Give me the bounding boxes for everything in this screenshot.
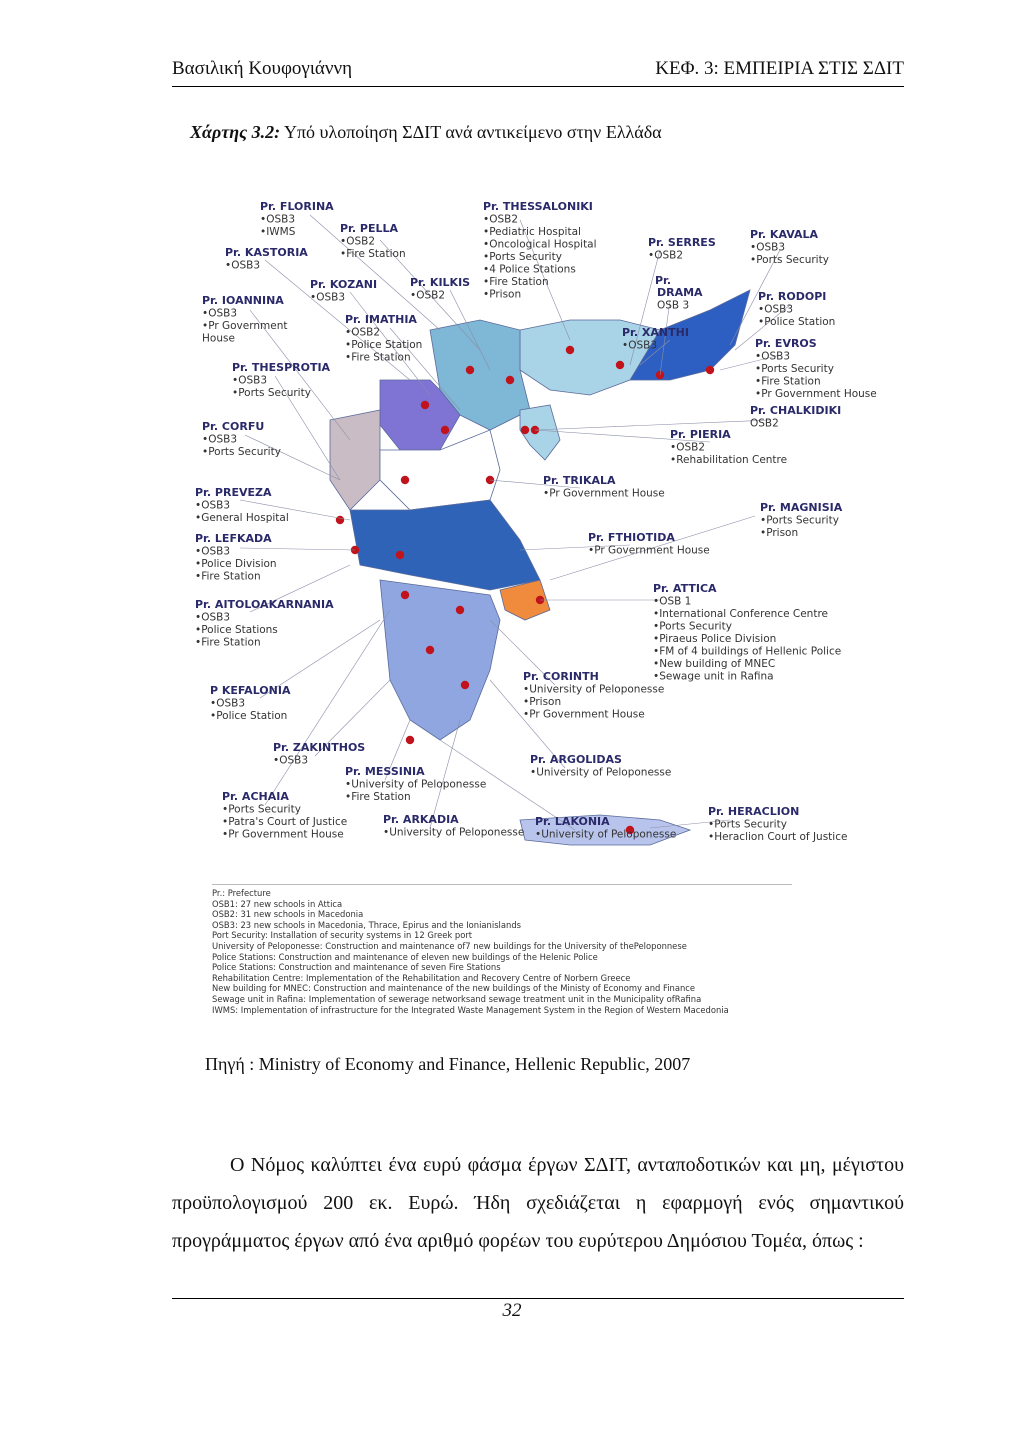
prefecture-name: Pr. MAGNISIA <box>760 501 843 514</box>
prefecture-name: Pr. SERRES <box>648 236 716 249</box>
prefecture-project: •Piraeus Police Division <box>653 633 777 645</box>
prefecture-project: •Police Stations <box>195 624 278 636</box>
legend-entry: Rehabilitation Centre: Implementation of the Rehabilitation and Recovery Centre of Norbern Greece <box>212 972 631 983</box>
prefecture-label <box>758 290 835 328</box>
map-marker <box>401 591 409 599</box>
prefecture-label <box>202 420 281 458</box>
prefecture-project: OSB 3 <box>657 299 690 312</box>
prefecture-name: Pr. MESSINIA <box>345 765 425 778</box>
caption-text: Υπό υλοποίηση ΣΔΙΤ ανά αντικείμενο στην Ελλάδα <box>283 122 662 142</box>
prefecture-name: Pr. LAKONIA <box>535 815 610 828</box>
prefecture-name: Pr. CORFU <box>202 420 265 433</box>
prefecture-project: •OSB3 <box>622 339 658 352</box>
prefecture-label <box>310 278 377 304</box>
map-legend <box>212 888 792 1015</box>
prefecture-project: •OSB3 <box>210 697 246 710</box>
prefecture-name: Pr. THESPROTIA <box>232 361 331 374</box>
prefecture-name: DRAMA <box>657 286 703 299</box>
prefecture-project: •OSB3 <box>195 545 231 558</box>
map-marker <box>441 426 449 434</box>
prefecture-project: •Prison <box>483 288 522 301</box>
prefecture-name: Pr. RODOPI <box>758 290 827 303</box>
legend-entry: OSB3: 23 new schools in Macedonia, Thrace, Epirus and the Ionianislands <box>212 919 521 930</box>
prefecture-project: •Ports Security <box>232 387 311 399</box>
map-marker <box>426 646 434 654</box>
legend-entry: University of Peloponesse: Construction and maintenance of7 new buildings for the University of thePeloponnese <box>212 940 687 951</box>
prefecture-project: •University of Peloponesse <box>383 826 525 839</box>
prefecture-project: •Patra's Court of Justice <box>222 816 348 828</box>
prefecture-name: Pr. KOZANI <box>310 278 378 291</box>
prefecture-project: •Fire Station <box>345 791 411 803</box>
prefecture-name: Pr. <box>655 274 672 287</box>
prefecture-project: •Oncological Hospital <box>483 238 597 251</box>
prefecture-project: •Ports Security <box>202 446 281 458</box>
prefecture-project: •Police Station <box>210 710 288 722</box>
prefecture-project: •OSB2 <box>345 326 381 339</box>
prefecture-name: Pr. KILKIS <box>410 276 471 289</box>
map-marker <box>566 346 574 354</box>
prefecture-name: Pr. TRIKALA <box>543 474 616 487</box>
prefecture-label <box>523 670 664 721</box>
prefecture-project: •Pr Government House <box>222 828 344 841</box>
prefecture-project: •Sewage unit in Rafina <box>653 670 774 683</box>
prefecture-label <box>657 286 703 312</box>
prefecture-project: •International Conference Centre <box>653 608 828 620</box>
legend-entry: Sewage unit in Rafina: Implementation of sewerage networksand sewage treatment unit in the Municipality ofRafina <box>212 993 702 1004</box>
prefecture-project: •OSB3 <box>310 291 346 304</box>
map-marker <box>466 366 474 374</box>
prefecture-label <box>588 531 710 557</box>
prefecture-project: •Pediatric Hospital <box>483 226 581 238</box>
region-peloponnese <box>380 580 500 740</box>
prefecture-name: Pr. ATTICA <box>653 582 717 595</box>
region-sterea <box>350 500 540 590</box>
source-line: Πηγή : Ministry of Economy and Finance, Hellenic Republic, 2007 <box>205 1054 691 1074</box>
prefecture-project: •Police Station <box>758 316 836 328</box>
prefecture-label <box>232 361 331 399</box>
page-header <box>172 58 904 87</box>
prefecture-project: •IWMS <box>260 226 296 238</box>
legend-entry: OSB1: 27 new schools in Attica <box>212 898 343 909</box>
map-labels <box>195 200 877 843</box>
map-marker <box>506 376 514 384</box>
prefecture-project: •Prison <box>760 527 799 539</box>
prefecture-name: Pr. LEFKADA <box>195 532 272 545</box>
prefecture-project: •Ports Security <box>222 803 301 816</box>
footer-divider <box>172 1298 904 1299</box>
legend-entry: Police Stations: Construction and maintenance of eleven new buildings of the Helenic Police <box>212 951 598 962</box>
prefecture-name: Pr. IMATHIA <box>345 313 417 326</box>
prefecture-project: •Ports Security <box>653 620 732 633</box>
prefecture-project: •Police Station <box>345 339 423 351</box>
prefecture-name: Pr. FLORINA <box>260 200 334 213</box>
legend-entry: New building for MNEC: Construction and maintenance of the new buildings of the Ministy of Economy and Finance <box>212 983 696 994</box>
prefecture-project: •OSB2 <box>648 249 684 262</box>
prefecture-project: •FM of 4 buildings of Hellenic Police <box>653 645 842 658</box>
prefecture-project: •University of Peloponesse <box>530 766 672 779</box>
prefecture-name: Pr. HERACLION <box>708 805 800 818</box>
map-marker <box>396 551 404 559</box>
legend-entry: Police Stations: Construction and maintenance of seven Fire Stations <box>212 962 501 973</box>
prefecture-project: •Ports Security <box>750 254 829 266</box>
prefecture-project: •University of Peloponesse <box>345 778 487 791</box>
prefecture-project: •New building of MNEC <box>653 658 776 670</box>
prefecture-project: •Ports Security <box>708 818 787 831</box>
prefecture-project: •OSB3 <box>260 213 296 226</box>
prefecture-project: •OSB3 <box>195 499 231 512</box>
map-marker <box>461 681 469 689</box>
prefecture-project: •Ports Security <box>760 514 839 527</box>
prefecture-project: •Fire Station <box>195 570 261 583</box>
prefecture-project: •OSB2 <box>340 235 376 248</box>
prefecture-label <box>670 428 787 466</box>
legend-entry: IWMS: Implementation of infrastructure for the Integrated Waste Management System in the Region of Western Macedonia <box>212 1004 729 1015</box>
prefecture-project: •OSB3 <box>202 433 238 446</box>
prefecture-project: •OSB2 <box>483 213 519 226</box>
prefecture-name: P KEFALONIA <box>210 684 291 697</box>
map-marker <box>406 736 414 744</box>
prefecture-name: Pr. FTHIOTIDA <box>588 531 675 544</box>
prefecture-label <box>225 246 308 272</box>
prefecture-project: OSB2 <box>750 417 779 430</box>
prefecture-label <box>483 200 597 301</box>
map-marker <box>616 361 624 369</box>
prefecture-name: Pr. ARGOLIDAS <box>530 753 622 766</box>
legend-divider <box>212 884 792 885</box>
prefecture-label <box>345 765 486 803</box>
map-marker <box>456 606 464 614</box>
prefecture-project: •Pr Government House <box>523 708 645 721</box>
header-chapter: ΚΕΦ. 3: ΕΜΠΕΙΡΙΑ ΣΤΙΣ ΣΔΙΤ <box>655 58 904 79</box>
prefecture-project: •4 Police Stations <box>483 263 576 276</box>
map-marker <box>401 476 409 484</box>
map-caption <box>190 122 662 143</box>
prefecture-project: •OSB3 <box>195 611 231 624</box>
page-number: 32 <box>502 1300 522 1321</box>
prefecture-project: •OSB3 <box>202 307 238 320</box>
prefecture-project: •Fire Station <box>755 375 821 388</box>
prefecture-label <box>543 474 665 500</box>
prefecture-label <box>210 684 291 722</box>
body-paragraph: Ο Νόμος καλύπτει ένα ευρύ φάσμα έργων ΣΔΙΤ, ανταποδοτικών και μη, μέγιστου προϋπολογισμού 200 εκ. Ευρώ. Ήδη σχεδιάζεται η εφαρμογή ενός σημαντικού προγράμματος έργων από ένα αριθμό φορέων του ευρύτερου Δημόσιου Τομέα, όπως : <box>172 1154 904 1252</box>
prefecture-label <box>340 222 406 260</box>
greece-map <box>190 180 890 890</box>
prefecture-project: •Pr Government House <box>543 487 665 500</box>
prefecture-name: Pr. ARKADIA <box>383 813 459 826</box>
prefecture-label <box>195 532 277 583</box>
prefecture-label <box>755 337 877 400</box>
prefecture-label <box>750 228 829 266</box>
prefecture-label <box>760 501 843 539</box>
prefecture-label <box>535 815 676 841</box>
prefecture-project: •Heraclion Court of Justice <box>708 831 848 843</box>
prefecture-project: •Fire Station <box>340 248 406 260</box>
prefecture-name: Pr. PIERIA <box>670 428 731 441</box>
prefecture-project: •Fire Station <box>483 276 549 288</box>
prefecture-label <box>260 200 334 238</box>
prefecture-project: •Prison <box>523 696 562 708</box>
caption-label: Χάρτης 3.2: <box>190 122 281 142</box>
prefecture-label <box>653 582 841 683</box>
map-marker <box>521 426 529 434</box>
prefecture-name: Pr. PREVEZA <box>195 486 272 499</box>
prefecture-project: •Rehabilitation Centre <box>670 454 788 466</box>
map-marker <box>706 366 714 374</box>
prefecture-project: •OSB2 <box>670 441 706 454</box>
map-marker <box>336 516 344 524</box>
prefecture-project: House <box>202 332 235 345</box>
legend-entry: Pr.: Prefecture <box>212 888 271 898</box>
prefecture-name: Pr. KASTORIA <box>225 246 308 259</box>
prefecture-label <box>648 236 716 262</box>
prefecture-name: Pr. THESSALONIKI <box>483 200 593 213</box>
prefecture-label <box>222 790 347 841</box>
leader-line <box>240 548 355 550</box>
prefecture-name: Pr. ACHAIA <box>222 790 289 803</box>
prefecture-project: •OSB3 <box>755 350 791 363</box>
prefecture-name: Pr. CHALKIDIKI <box>750 404 842 417</box>
prefecture-project: •University of Peloponesse <box>523 683 665 696</box>
leader-line <box>535 420 770 430</box>
prefecture-name: Pr. PELLA <box>340 222 399 235</box>
prefecture-project: •Pr Government House <box>755 388 877 400</box>
prefecture-project: •OSB3 <box>225 259 261 272</box>
prefecture-label <box>273 741 365 767</box>
prefecture-project: •OSB3 <box>758 303 794 316</box>
prefecture-name: Pr. KAVALA <box>750 228 819 241</box>
header-author: Βασιλική Κουφογιάννη <box>172 58 353 79</box>
prefecture-project: •Pr Government <box>202 320 288 332</box>
prefecture-name: Pr. IOANNINA <box>202 294 284 307</box>
prefecture-name: Pr. AITOLOAKARNANIA <box>195 598 334 611</box>
prefecture-project: •Police Division <box>195 558 277 570</box>
prefecture-project: •OSB2 <box>410 289 446 302</box>
prefecture-project: •Fire Station <box>345 351 411 364</box>
prefecture-label <box>410 276 470 302</box>
legend-entry: Port Security: Installation of security systems in 12 Greek port <box>212 930 473 941</box>
prefecture-label <box>195 598 334 649</box>
prefecture-label <box>708 805 847 843</box>
prefecture-label <box>202 294 287 345</box>
prefecture-project: •University of Peloponesse <box>535 828 677 841</box>
prefecture-label <box>383 813 524 839</box>
prefecture-label <box>345 313 422 364</box>
prefecture-name: Pr. XANTHI <box>622 326 689 339</box>
map-marker <box>421 401 429 409</box>
prefecture-project: •OSB3 <box>273 754 309 767</box>
prefecture-project: •Fire Station <box>195 636 261 649</box>
prefecture-name: Pr. ZAKINTHOS <box>273 741 366 754</box>
prefecture-label <box>530 753 671 779</box>
prefecture-name: Pr. CORINTH <box>523 670 599 683</box>
prefecture-project: •OSB 1 <box>653 595 692 608</box>
prefecture-project: •Pr Government House <box>588 544 710 557</box>
prefecture-project: •OSB3 <box>750 241 786 254</box>
prefecture-label <box>195 486 289 524</box>
region-epirus <box>330 410 380 510</box>
prefecture-label <box>750 404 841 430</box>
legend-entry: OSB2: 31 new schools in Macedonia <box>212 909 364 920</box>
prefecture-name: Pr. EVROS <box>755 337 817 350</box>
prefecture-project: •OSB3 <box>232 374 268 387</box>
prefecture-project: •Ports Security <box>483 251 562 263</box>
prefecture-project: •Ports Security <box>755 363 834 375</box>
prefecture-project: •General Hospital <box>195 512 289 524</box>
